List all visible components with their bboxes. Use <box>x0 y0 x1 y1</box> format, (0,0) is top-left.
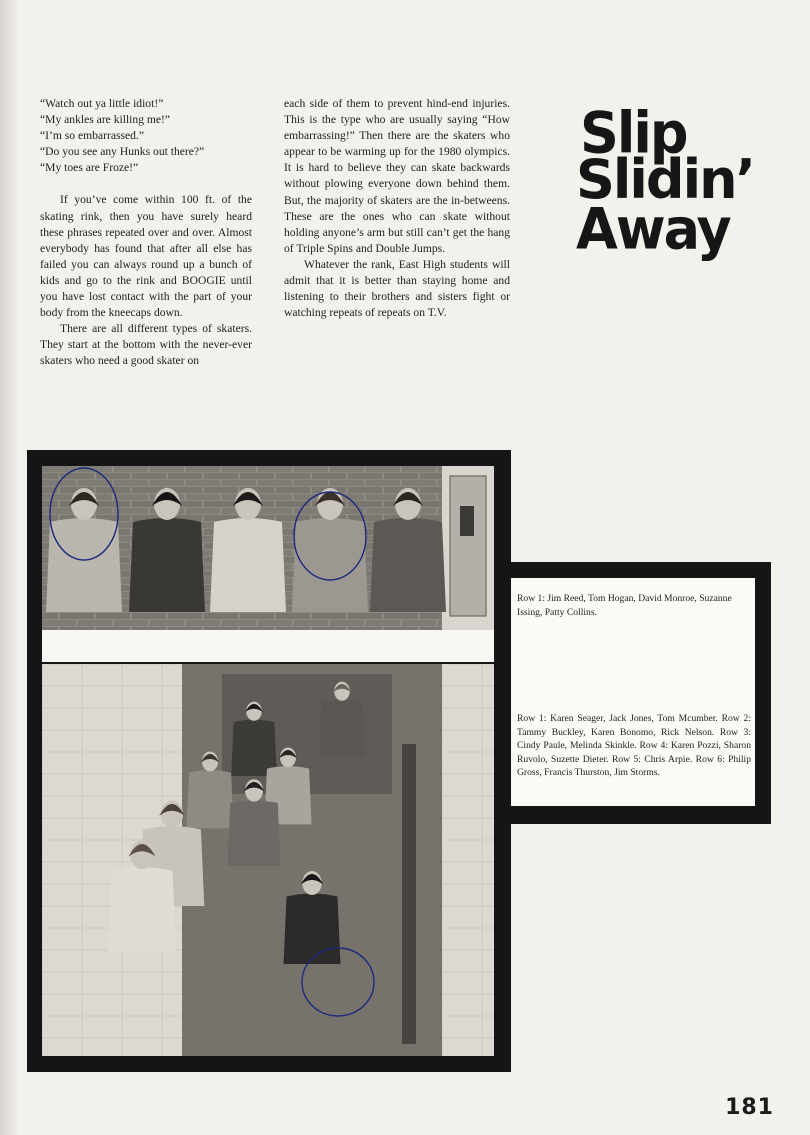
headline-line-3: Away <box>576 196 730 263</box>
caption-photo-1: Row 1: Jim Reed, Tom Hogan, David Monroe, Suzanne Issing, Patty Collins. <box>517 593 732 618</box>
caption-box-2 <box>511 664 755 806</box>
paragraph-1: If you’ve come within 100 ft. of the skating rink, then you have surely heard these phrases repeated over and over. Almost everybody has found that after all else has failed you can always round up a bunch of kids and go to the rink and BOOGIE until you have lost contact with the part of your body from the kneecaps down. <box>40 193 252 320</box>
paragraph-2-continued: each side of them to prevent hind-end injuries. This is the type who are usually saying “How embarrassing!” Then there are the skaters who appear to be warming up for the 1980 olympics. It is hard to believe they can skate backwards without plowing everyone down behind them. But, the majority of skaters are the in-betweens. These are the ones who can skate without holding anyone’s arm but still can’t get the hang of Triple Spins and Double Jumps. <box>284 97 510 255</box>
article-column-1 <box>40 96 252 370</box>
page-headline <box>572 100 772 350</box>
headline-line-2: Slidin’ <box>576 148 755 211</box>
headline-line-1: Slip <box>580 100 687 167</box>
group-photo-1 <box>42 466 494 630</box>
paragraph-3: Whatever the rank, East High students will admit that it is better than staying home and listening to their brothers and sisters fight or watching repeats of repeats on T.V. <box>284 257 510 320</box>
quote-2: “My ankles are killing me!” <box>40 113 171 127</box>
paragraph-2: There are all different types of skaters. They start at the bottom with the never-ever skaters who need a good skater on <box>40 322 252 368</box>
photo-divider <box>42 630 494 662</box>
group-photo-2 <box>42 664 494 1056</box>
article-column-2 <box>284 96 510 321</box>
quote-list <box>40 96 252 176</box>
caption-box-1 <box>511 578 755 664</box>
quote-5: “My toes are Froze!” <box>40 161 139 175</box>
page-number: 181 <box>725 1095 774 1120</box>
caption-photo-2: Row 1: Karen Seager, Jack Jones, Tom Mcumber. Row 2: Tammy Buckley, Karen Bonomo, Rick Nelson. Row 3: Cindy Paule, Melinda Skinkle. Row 4: Karen Pozzi, Sharon Ruvolo, Suzette Dieter. Row 5: Chris Arpie. Row 6: Philip Gross, Francis Thurston, Jim Storms. <box>517 713 751 778</box>
quote-3: “I’m so embarrassed.” <box>40 129 144 143</box>
page-edge-shadow <box>0 0 20 1135</box>
quote-1: “Watch out ya little idiot!” <box>40 97 164 110</box>
quote-4: “Do you see any Hunks out there?” <box>40 145 205 159</box>
